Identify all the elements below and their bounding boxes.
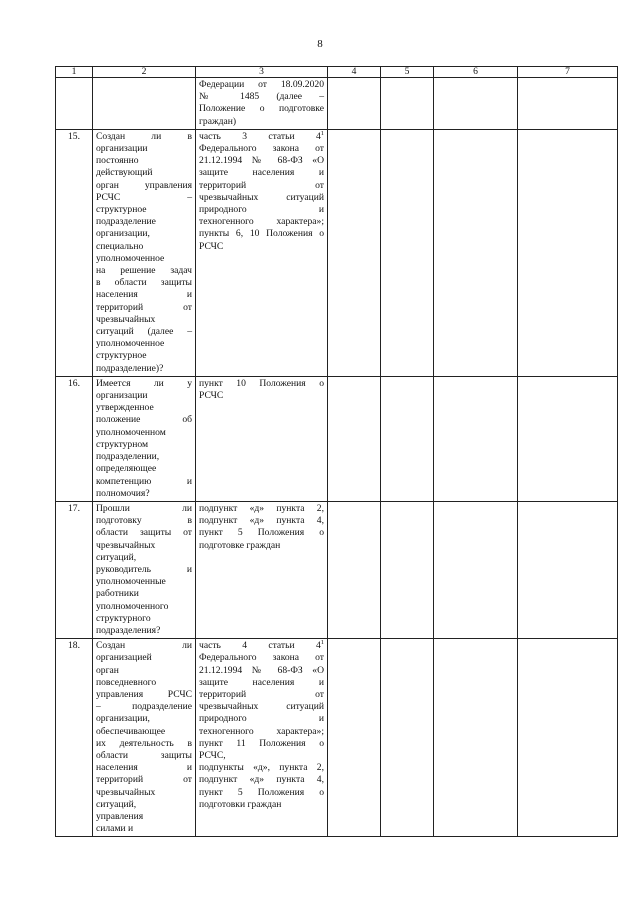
text-line: чрезвычайных ситуаций	[199, 191, 324, 203]
text-line: пункт 11 Положения о	[199, 737, 324, 749]
legal-basis-cell	[196, 501, 328, 638]
text-line: населения и	[96, 289, 192, 301]
text-line: организации,	[96, 713, 150, 725]
text-line: подразделение	[96, 216, 156, 228]
text-line: защите населения и	[199, 676, 324, 688]
text-line: руководитель и	[96, 563, 192, 575]
text-line: чрезвычайных ситуаций	[199, 701, 324, 713]
text-line: области защиты от	[96, 527, 192, 539]
empty-cell	[518, 501, 618, 638]
text-line: Положение о подготовке	[199, 103, 324, 115]
text-line: структурное	[96, 350, 147, 362]
text-line: управления	[96, 810, 144, 822]
text-line: защите населения и	[199, 167, 324, 179]
text-line: часть 3 статьи $4^1$	[199, 129, 324, 142]
text-line: техногенного характера»;	[199, 725, 324, 737]
text-line: специально	[96, 240, 144, 252]
text-line: подразделении,	[96, 451, 160, 463]
text-line: населения и	[96, 762, 192, 774]
legal-basis-cell	[196, 129, 328, 376]
question-cell	[93, 501, 196, 638]
text-line: структурном	[96, 438, 149, 450]
text-line: компетенцию и	[96, 475, 192, 487]
text-line: пункт 5 Положения о	[199, 527, 324, 539]
empty-cell	[518, 78, 618, 130]
empty-cell	[93, 78, 196, 130]
superscript: 1	[320, 639, 324, 647]
text-line: чрезвычайных	[96, 539, 156, 551]
text-line: природного и	[199, 204, 324, 216]
text-line: уполномоченное	[96, 252, 165, 264]
column-number: 2	[93, 67, 196, 78]
text-line: их деятельность в	[96, 737, 192, 749]
text-line: положение об	[96, 414, 192, 426]
empty-cell	[381, 501, 434, 638]
empty-cell	[434, 501, 518, 638]
text-line: ситуаций,	[96, 798, 137, 810]
text-line: Прошли ли	[96, 502, 192, 514]
empty-cell	[434, 639, 518, 837]
column-number: 3	[196, 67, 328, 78]
text-line: – подразделение	[96, 701, 192, 713]
checklist-row	[56, 639, 618, 837]
empty-cell	[56, 78, 93, 130]
text-line: подготовки граждан	[199, 798, 282, 810]
question-cell	[93, 376, 196, 501]
text-line: Федерации от 18.09.2020	[199, 79, 324, 90]
text-line: уполномоченного	[96, 600, 169, 612]
text-line: на решение задач	[96, 265, 192, 277]
superscript: 1	[320, 129, 324, 137]
text-line: природного и	[199, 713, 324, 725]
empty-cell	[381, 639, 434, 837]
empty-cell	[381, 376, 434, 501]
text-line: подпункт «д» пункта 4,	[199, 774, 324, 786]
text-line: РСЧС –	[96, 191, 192, 203]
text-line: полномочия?	[96, 487, 150, 499]
checklist-row	[56, 501, 618, 638]
text-line: организацией	[96, 652, 152, 664]
empty-cell	[328, 639, 381, 837]
text-line: пункт 10 Положения о	[199, 377, 324, 389]
text-line: ситуаций (далее –	[96, 326, 192, 338]
text-line: подпункты «д», пункта 2,	[199, 762, 324, 774]
text-line: Федерального закона от	[199, 143, 324, 155]
text-line: Имеется ли у	[96, 377, 192, 389]
empty-cell	[328, 78, 381, 130]
empty-cell	[328, 129, 381, 376]
column-number: 6	[434, 67, 518, 78]
text-line: граждан)	[199, 115, 237, 127]
row-number: 17.	[56, 501, 93, 638]
text-line: организации	[96, 143, 148, 155]
text-line: уполномоченном	[96, 426, 166, 438]
text-line: уполномоченные	[96, 576, 166, 588]
text-line: 21.12.1994 № 68-ФЗ «О	[199, 664, 324, 676]
text-line: РСЧС	[199, 390, 224, 402]
page-number: 8	[317, 38, 323, 50]
empty-cell	[328, 501, 381, 638]
text-line: ситуаций,	[96, 551, 137, 563]
text-line: подразделения?	[96, 624, 161, 636]
empty-cell	[518, 376, 618, 501]
checklist-table	[55, 66, 618, 837]
text-line: уполномоченное	[96, 338, 165, 350]
empty-cell	[518, 639, 618, 837]
text-line: постоянно	[96, 155, 139, 167]
empty-cell	[434, 78, 518, 130]
question-cell	[93, 639, 196, 837]
text-line: подразделение)?	[96, 362, 164, 374]
text-line: орган управления	[96, 179, 192, 191]
text-line: Федерального закона от	[199, 652, 324, 664]
text-line: повседневного	[96, 676, 157, 688]
question-cell	[93, 129, 196, 376]
text-line: подпункт «д» пункта 4,	[199, 515, 324, 527]
text-line: в области защиты	[96, 277, 192, 289]
text-line: управления РСЧС	[96, 688, 192, 700]
text-line: структурного	[96, 612, 151, 624]
empty-cell	[381, 129, 434, 376]
text-line: пункты 6, 10 Положения о	[199, 228, 324, 240]
text-line: утвержденное	[96, 402, 154, 414]
text-line: Создан ли в	[96, 130, 192, 142]
empty-cell	[434, 129, 518, 376]
text-line: работники	[96, 588, 139, 600]
column-number-row	[56, 67, 618, 78]
checklist-row	[56, 129, 618, 376]
checklist-row	[56, 376, 618, 501]
text-line: подпункт «д» пункта 2,	[199, 502, 324, 514]
empty-cell	[328, 376, 381, 501]
text-line: подготовке граждан	[199, 539, 281, 551]
text-line: 21.12.1994 № 68-ФЗ «О	[199, 155, 324, 167]
text-line: чрезвычайных	[96, 786, 156, 798]
legal-basis-cell	[196, 78, 328, 130]
empty-cell	[434, 376, 518, 501]
text-line: организации,	[96, 228, 150, 240]
row-number: 16.	[56, 376, 93, 501]
text-line: Создан ли	[96, 640, 192, 652]
text-line: РСЧС	[199, 240, 224, 252]
legal-basis-cell	[196, 639, 328, 837]
text-line: территорий от	[199, 688, 324, 700]
text-line: чрезвычайных	[96, 313, 156, 325]
text-line: области защиты	[96, 749, 192, 761]
text-line: территорий от	[96, 301, 192, 313]
text-line: структурное	[96, 204, 147, 216]
text-line: определяющее	[96, 463, 157, 475]
text-line: № 1485 (далее –	[199, 91, 324, 103]
text-line: РСЧС,	[199, 749, 226, 761]
text-line: организации	[96, 390, 148, 402]
text-line: пункт 5 Положения о	[199, 786, 324, 798]
text-line: обеспечивающее	[96, 725, 166, 737]
column-number: 4	[328, 67, 381, 78]
legal-basis-cell	[196, 376, 328, 501]
text-line: орган	[96, 664, 119, 676]
text-line: техногенного характера»;	[199, 216, 324, 228]
continuation-row	[56, 78, 618, 130]
column-number: 1	[56, 67, 93, 78]
text-line: территорий от	[96, 774, 192, 786]
text-line: часть 4 статьи $4^1$	[199, 639, 324, 652]
row-number: 18.	[56, 639, 93, 837]
column-number: 5	[381, 67, 434, 78]
text-line: подготовку в	[96, 515, 192, 527]
row-number: 15.	[56, 129, 93, 376]
empty-cell	[518, 129, 618, 376]
text-line: территорий от	[199, 179, 324, 191]
empty-cell	[381, 78, 434, 130]
text-line: действующий	[96, 167, 153, 179]
column-number: 7	[518, 67, 618, 78]
text-line: силами и	[96, 823, 134, 835]
